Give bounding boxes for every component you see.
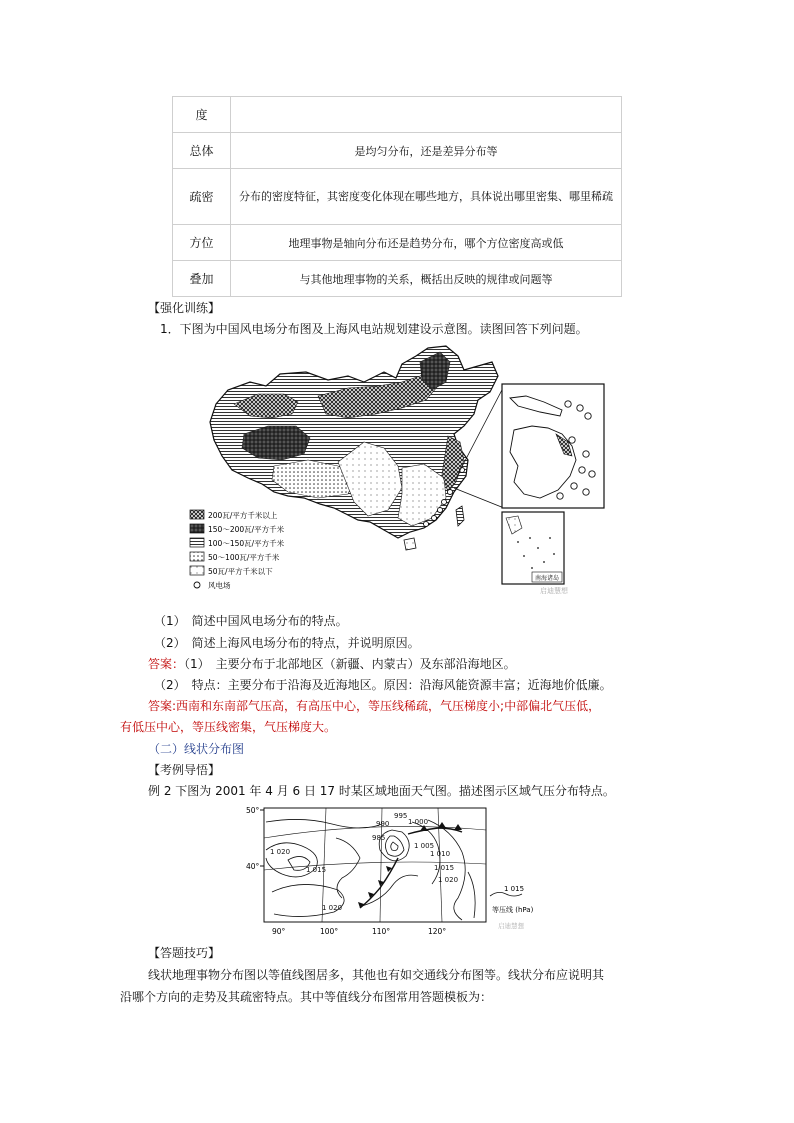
lat-label: 50° bbox=[246, 806, 260, 815]
china-wind-map bbox=[188, 342, 608, 594]
lon-label: 120° bbox=[428, 927, 447, 936]
isobar-label: 995 bbox=[394, 812, 408, 820]
table-row bbox=[173, 97, 622, 133]
answer-3-line-1: 西南和东南部气压高，有高压中心，等压线稀疏，气压梯度小;中部偏北气压低， bbox=[176, 699, 601, 713]
row-value bbox=[231, 97, 622, 133]
question-1-1: （1） 简述中国风电场分布的特点。 bbox=[154, 614, 348, 628]
isobar-label: 985 bbox=[372, 834, 386, 842]
row-value: 分布的密度特征，其密度变化体现在哪些地方，具体说出哪里密集、哪里稀疏 bbox=[231, 169, 622, 225]
hainan bbox=[404, 538, 416, 550]
tips-line-2: 沿哪个方向的走势及其疏密特点。其中等值线分布图常用答题模板为： bbox=[120, 990, 493, 1004]
inset-label: 南海诸岛 bbox=[534, 575, 560, 582]
tips-line-1: 线状地理事物分布图以等值线图居多，其他也有如交通线分布图等。线状分布应说明其 bbox=[148, 968, 605, 982]
table-row bbox=[173, 133, 622, 169]
legend-item: 50～100瓦/平方千米 bbox=[208, 553, 280, 562]
isobar-label: 1 015 bbox=[306, 866, 327, 874]
answer-3-line-2: 有低压中心，等压线密集，气压梯度大。 bbox=[120, 720, 337, 734]
lon-label: 100° bbox=[320, 927, 339, 936]
table-row bbox=[173, 225, 622, 261]
answer-label: 答案： bbox=[148, 657, 185, 671]
row-key: 方位 bbox=[173, 225, 231, 261]
summary-table bbox=[172, 96, 622, 297]
answer-label-2: 答案: bbox=[148, 699, 177, 713]
row-key: 度 bbox=[173, 97, 231, 133]
isobar-label: 1 020 bbox=[270, 848, 291, 856]
row-value: 地理事物是轴向分布还是趋势分布，哪个方位密度高或低 bbox=[231, 225, 622, 261]
legend-item: 风电场 bbox=[208, 581, 231, 590]
section-title-linear: （二）线状分布图 bbox=[148, 742, 245, 756]
table-row bbox=[173, 169, 622, 225]
section-title-training: 【强化训练】 bbox=[148, 301, 221, 315]
section-title-tips: 【答题技巧】 bbox=[148, 946, 221, 960]
isobar-label: 1 010 bbox=[430, 850, 451, 858]
isobar-legend bbox=[490, 885, 534, 914]
isobar-label: 990 bbox=[376, 820, 390, 828]
table-row bbox=[173, 261, 622, 297]
section-title-example: 【考例导悟】 bbox=[148, 763, 221, 777]
question-1: 1．下图为中国风电场分布图及上海风电站规划建设示意图。读图回答下列问题。 bbox=[160, 322, 588, 336]
row-key: 叠加 bbox=[173, 261, 231, 297]
legend-item: 50瓦/平方千米以下 bbox=[208, 567, 273, 576]
weather-map bbox=[242, 802, 542, 936]
row-value: 是均匀分布，还是差异分布等 bbox=[231, 133, 622, 169]
row-key: 疏密 bbox=[173, 169, 231, 225]
row-key: 总体 bbox=[173, 133, 231, 169]
legend-item: 150～200瓦/平方千米 bbox=[208, 525, 285, 534]
isobar-label: 1 020 bbox=[438, 876, 459, 884]
watermark: 启迪慧想 bbox=[540, 587, 568, 594]
watermark: 启迪慧想 bbox=[498, 922, 524, 930]
taiwan bbox=[456, 506, 464, 526]
isobar-label: 1 000 bbox=[408, 818, 429, 826]
example-2: 例 2 下图为 2001 年 4 月 6 日 17 时某区域地面天气图。描述图示区域气压分布特点。 bbox=[148, 784, 615, 798]
map-legend bbox=[190, 510, 285, 590]
legend-item: 200瓦/平方千米以上 bbox=[208, 511, 278, 520]
legend-value: 1 015 bbox=[504, 885, 525, 893]
legend-label: 等压线 (hPa) bbox=[492, 906, 534, 914]
isobar-label: 1 020 bbox=[322, 904, 343, 912]
lon-label: 110° bbox=[372, 927, 391, 936]
isobar-label: 1 005 bbox=[414, 842, 435, 850]
question-1-2: （2） 简述上海风电场分布的特点，并说明原因。 bbox=[154, 636, 420, 650]
row-value: 与其他地理事物的关系，概括出反映的规律或问题等 bbox=[231, 261, 622, 297]
legend-item: 100～150瓦/平方千米 bbox=[208, 539, 285, 548]
lat-label: 40° bbox=[246, 862, 260, 871]
answer-2: （2） 特点：主要分布于沿海及近海地区。原因：沿海风能资源丰富；近海地价低廉。 bbox=[154, 678, 612, 692]
answer-1: （1） 主要分布于北部地区（新疆、内蒙古）及东部沿海地区。 bbox=[184, 657, 516, 671]
isobar-label: 1 015 bbox=[434, 864, 455, 872]
lon-label: 90° bbox=[272, 927, 286, 936]
